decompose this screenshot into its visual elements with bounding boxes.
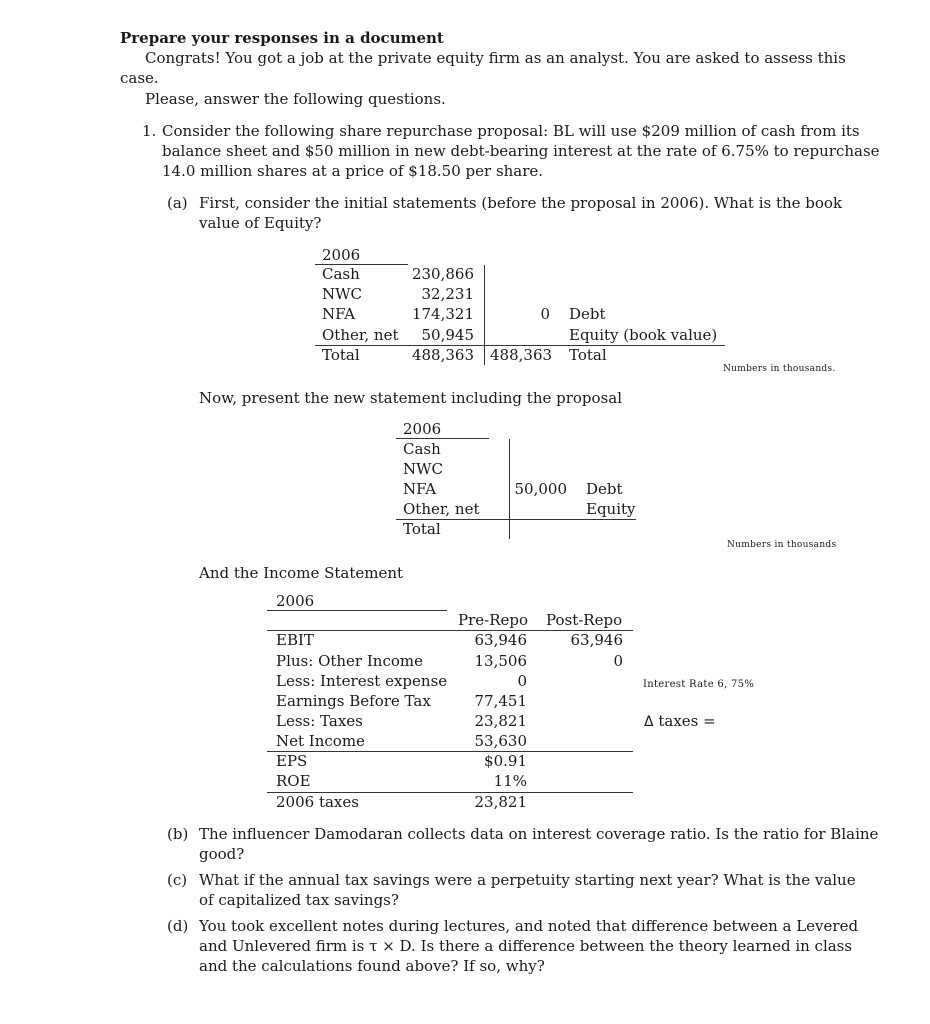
bs1-divider: [484, 265, 485, 365]
is-pre-ebt: 77,451: [474, 692, 527, 710]
is-pre-eps: $0.91: [484, 752, 527, 770]
qd-line-1: You took excellent notes during lectures, and noted that difference between a Levered: [199, 917, 859, 935]
is-eps-rule: [267, 751, 633, 752]
bs2-debt-value: 50,000: [514, 480, 567, 498]
qd-line-3: and the calculations found above? If so, why?: [199, 957, 545, 975]
qa-line-1: First, consider the initial statements (before the proposal in 2006). What is the book: [199, 194, 843, 212]
is-label-other-income: Plus: Other Income: [276, 652, 423, 670]
qb-label: (b): [167, 825, 189, 843]
bs1-total-label: Total: [322, 346, 360, 364]
delta-taxes: [644, 711, 716, 732]
qc-label: (c): [167, 871, 188, 889]
q1-line-3: 14.0 million shares at a price of $18.50 per share.: [162, 162, 544, 180]
is-label-eps: EPS: [276, 752, 308, 770]
bs2-debt-label: Debt: [586, 480, 623, 498]
qa-line-2: value of Equity?: [199, 214, 322, 232]
bs1-label-nwc: NWC: [322, 285, 363, 303]
interest-rate-note: Interest Rate 6, 75%: [643, 679, 755, 690]
is-label-taxes: Less: Taxes: [276, 712, 363, 730]
is-label-roe: ROE: [276, 772, 311, 790]
bs1-label-cash: Cash: [322, 265, 360, 283]
qc-line-2: of capitalized tax savings?: [199, 891, 399, 909]
income-intro: And the Income Statement: [199, 564, 404, 582]
bs1-year: 2006: [322, 246, 361, 264]
bs1-value-nfa: 174,321: [411, 305, 474, 323]
bs1-label-other: Other, net: [322, 326, 399, 344]
is-pre-roe: 11%: [493, 772, 527, 790]
is-label-net-income: Net Income: [276, 732, 365, 750]
bs2-label-nwc: NWC: [403, 460, 444, 478]
is-year-rule: [267, 610, 447, 611]
is-pre-other-income: 13,506: [474, 652, 527, 670]
bs1-value-cash: 230,866: [411, 265, 474, 283]
delta-taxes-text: taxes =: [658, 712, 716, 730]
is-col-pre: Pre-Repo: [458, 611, 529, 629]
page-heading: Prepare your responses in a document: [120, 29, 444, 47]
bs1-value-nwc: 32,231: [421, 285, 474, 303]
bs2-equity-label: Equity: [586, 500, 636, 518]
q1-number: 1.: [142, 122, 157, 140]
bs1-total-right-label: Total: [569, 346, 607, 364]
is-pre-2006-taxes: 23,821: [474, 793, 527, 811]
intro-line-2: case.: [120, 69, 159, 87]
is-label-interest: Less: Interest expense: [276, 672, 448, 690]
is-label-ebt: Earnings Before Tax: [276, 692, 431, 710]
bs1-total-right: 488,363: [490, 346, 553, 364]
is-pre-ebit: 63,946: [474, 631, 527, 649]
is-label-2006-taxes: 2006 taxes: [276, 793, 359, 811]
is-pre-interest: 0: [517, 672, 527, 690]
bs1-debt-label: Debt: [569, 305, 606, 323]
is-post-ebit: 63,946: [570, 631, 623, 649]
delta-icon: Δ: [644, 714, 654, 730]
is-pre-net-income: 53,630: [474, 732, 527, 750]
qd-line-2: and Unlevered firm is τ × D. Is there a difference between the theory learned in class: [199, 937, 853, 955]
qa-label: (a): [167, 194, 188, 212]
bs1-equity-label: Equity (book value): [569, 326, 718, 344]
bs2-label-other: Other, net: [403, 500, 480, 518]
is-pre-taxes: 23,821: [474, 712, 527, 730]
bs2-year: 2006: [403, 420, 442, 438]
bs2-label-cash: Cash: [403, 440, 441, 458]
is-year: 2006: [276, 592, 315, 610]
qd-label: (d): [167, 917, 189, 935]
is-post-other-income: 0: [613, 652, 623, 670]
bs1-note: Numbers in thousands.: [723, 364, 836, 374]
bs1-total-left: 488,363: [411, 346, 474, 364]
bs2-label-total: Total: [403, 520, 441, 538]
bs2-label-nfa: NFA: [403, 480, 437, 498]
bs1-debt-value: 0: [540, 305, 550, 323]
intro-please: Please, answer the following questions.: [145, 90, 446, 108]
intro-line-1: Congrats! You got a job at the private equity firm as an analyst. You are asked to assess this: [145, 49, 846, 67]
q1-line-2: balance sheet and $50 million in new debt-bearing interest at the rate of 6.75% to repurchase: [162, 142, 880, 160]
bs1-value-other: 50,945: [421, 326, 474, 344]
qb-line-1: The influencer Damodaran collects data on interest coverage ratio. Is the ratio for Blaine: [199, 825, 879, 843]
q1-line-1: Consider the following share repurchase proposal: BL will use $209 million of cash from its: [162, 122, 860, 140]
bs1-label-nfa: NFA: [322, 305, 356, 323]
qb-line-2: good?: [199, 845, 245, 863]
qc-line-1: What if the annual tax savings were a perpetuity starting next year? What is the value: [199, 871, 856, 889]
bs2-note: Numbers in thousands: [727, 540, 837, 550]
is-col-post: Post-Repo: [546, 611, 623, 629]
now-present-text: Now, present the new statement including the proposal: [199, 389, 622, 407]
is-label-ebit: EBIT: [276, 631, 314, 649]
